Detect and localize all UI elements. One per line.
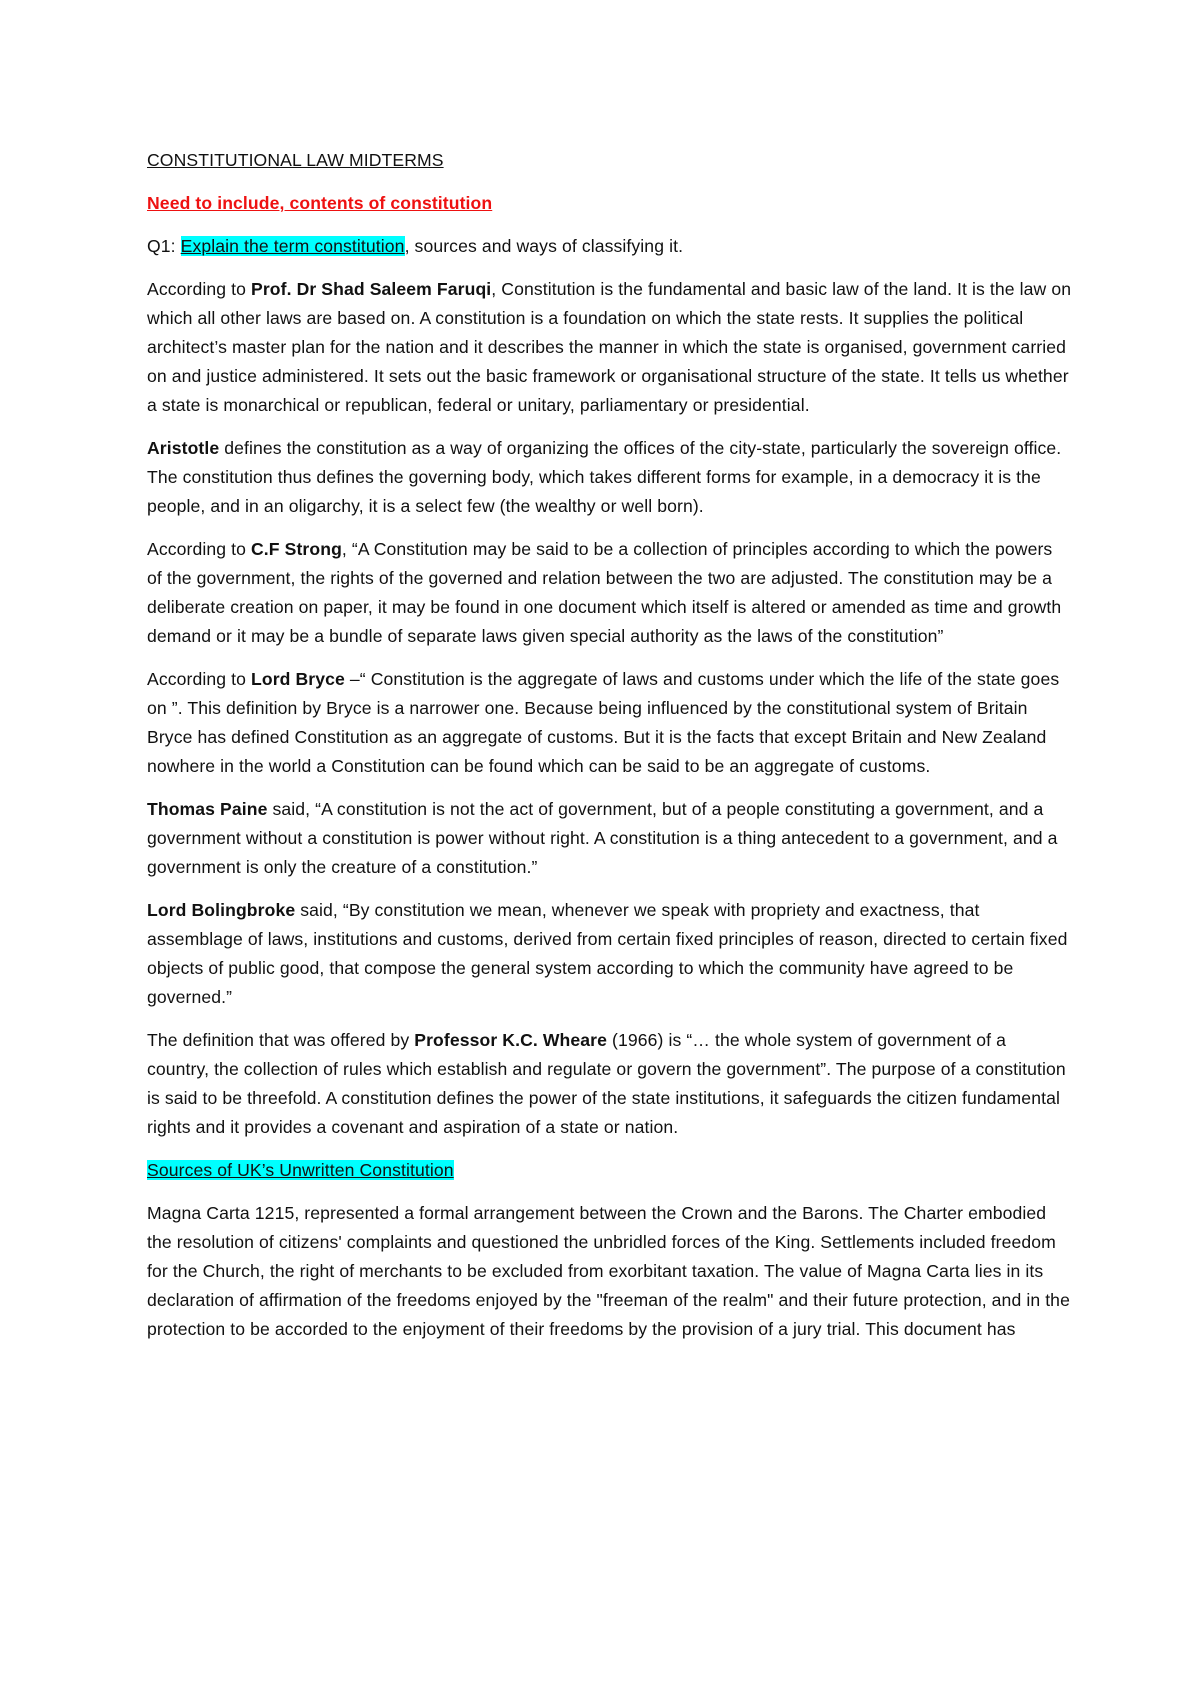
paragraph-paine <box>147 795 1072 882</box>
paragraph-aristotle <box>147 434 1072 521</box>
text-run: said, “By constitution we mean, whenever we speak with propriety and exactness, that assemblage of laws, institutions and customs, derived from certain fixed principles of reason, directed to certain fixed objects of public good, that compose the general system according to which the community have agreed to be governed.” <box>147 900 1068 1007</box>
highlighted-question: Explain the term constitution <box>180 236 405 256</box>
text-run: According to <box>147 669 251 689</box>
author-name: C.F Strong <box>251 539 342 559</box>
paragraph-magna-carta: Magna Carta 1215, represented a formal arrangement between the Crown and the Barons. The Charter embodied the resolution of citizens' complaints and questioned the unbridled forces of the King. Settlements included freedom for the Church, the right of merchants to be excluded from exorbitant taxation. The value of Magna Carta lies in its declaration of affirmation of the freedoms enjoyed by the "freeman of the realm" and their future protection, and in the protection to be accorded to the enjoyment of their freedoms by the provision of a jury trial. This document has <box>147 1203 1070 1339</box>
paragraph-bolingbroke <box>147 896 1072 1012</box>
text-run: The definition that was offered by <box>147 1030 415 1050</box>
paragraph-bryce <box>147 665 1072 781</box>
text-run: , “A Constitution may be said to be a collection of principles according to which the powers of the government, the rights of the governed and relation between the two are adjusted. The constitution may be a deliberate creation on paper, it may be found in one document which itself is altered or amended as time and growth demand or it may be a bundle of separate laws given special authority as the laws of the constitution” <box>147 539 1062 646</box>
author-name: Prof. Dr Shad Saleem Faruqi <box>251 279 492 299</box>
sources-heading-line <box>147 1156 1072 1185</box>
question-1 <box>147 232 1072 261</box>
paragraph-faruqi <box>147 275 1072 420</box>
text-run: –“ Constitution is the aggregate of laws and customs under which the life of the state goes on ”. This definition by Bryce is a narrower one. Because being influenced by the constitutional system of Britain Bryce has defined Constitution as an aggregate of customs. But it is the facts that except Britain and New Zealand nowhere in the world a Constitution can be found which can be said to be an aggregate of customs. <box>147 669 1060 776</box>
author-name: Lord Bryce <box>251 669 345 689</box>
text-run: , Constitution is the fundamental and basic law of the land. It is the law on which all other laws are based on. A constitution is a foundation on which the state rests. It supplies the political architect’s master plan for the nation and it describes the manner in which the state is organised, government carried on and justice administered. It sets out the basic framework or organisational structure of the state. It tells us whether a state is monarchical or republican, federal or unitary, parliamentary or presidential. <box>147 279 1072 415</box>
paragraph-wheare <box>147 1026 1072 1142</box>
text-run: According to <box>147 279 251 299</box>
document-page <box>147 146 1072 1358</box>
text-run: defines the constitution as a way of organizing the offices of the city-state, particularly the sovereign office. The constitution thus defines the governing body, which takes different forms for example, in a democracy it is the people, and in an oligarchy, it is a select few (the wealthy or well born). <box>147 438 1062 516</box>
author-name: Lord Bolingbroke <box>147 900 296 920</box>
document-title: CONSTITUTIONAL LAW MIDTERMS <box>147 150 444 170</box>
note-heading: Need to include, contents of constitution <box>147 193 493 213</box>
sources-heading: Sources of UK’s Unwritten Constitution <box>147 1160 454 1180</box>
text-run: said, “A constitution is not the act of government, but of a people constituting a government, and a government without a constitution is power without right. A constitution is a thing antecedent to a government, and a government is only the creature of a constitution.” <box>147 799 1058 877</box>
author-name: Professor K.C. Wheare <box>414 1030 608 1050</box>
text-run: (1966) is “… the whole system of government of a country, the collection of rules which establish and regulate or govern the government”. The purpose of a constitution is said to be threefold. A constitution defines the power of the state institutions, it safeguards the citizen fundamental rights and it provides a covenant and aspiration of a state or nation. <box>147 1030 1066 1137</box>
question-prefix: Q1: <box>147 236 181 256</box>
author-name: Thomas Paine <box>147 799 268 819</box>
text-run: According to <box>147 539 251 559</box>
paragraph-strong <box>147 535 1072 651</box>
author-name: Aristotle <box>147 438 220 458</box>
question-rest: , sources and ways of classifying it. <box>404 236 684 256</box>
